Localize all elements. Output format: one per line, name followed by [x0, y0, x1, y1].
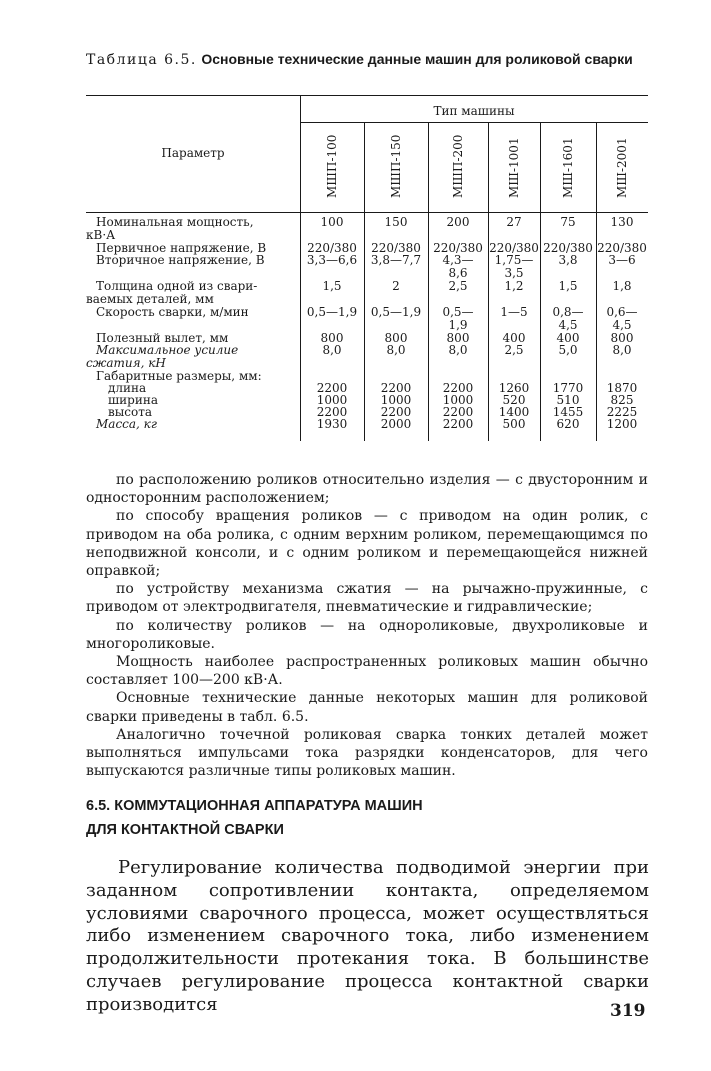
value-cell: 800: [446, 331, 470, 345]
value-cell: 0,6— 4,5: [606, 305, 638, 332]
param-cell: Максимальное усилие сжатия, кН: [86, 343, 239, 370]
machine-name: МШ-2001: [615, 137, 629, 198]
type-header: Тип машины: [433, 104, 515, 118]
section-heading: [86, 794, 646, 842]
value-cell: 1930: [316, 417, 348, 431]
machine-name: МШП-150: [389, 134, 403, 198]
value-cell: 1400: [498, 405, 530, 419]
value-cell: 2: [392, 279, 400, 293]
value-cell: 1000: [380, 393, 412, 407]
machine-name: МШП-100: [325, 134, 339, 198]
value-cell: 5,0: [558, 343, 578, 357]
value-cell: 2225: [606, 405, 638, 419]
table-vline-2: [428, 123, 429, 441]
value-cell: 1000: [316, 393, 348, 407]
value-cell: 400: [502, 331, 526, 345]
value-cell: 2200: [380, 381, 412, 395]
value-cell: 2200: [380, 405, 412, 419]
table-top-rule: [86, 95, 648, 96]
machine-name: МШ-1001: [507, 137, 521, 198]
value-cell: 1260: [498, 381, 530, 395]
value-cell: 27: [506, 215, 522, 229]
large-paragraph: Регулирование количества подводимой энергии при заданном сопротивлении контакта, определяемом условиями сварочного процесса, может осуществляться либо изменением сварочного тока, либо изменением продолжительности протекания тока. В большинстве случаев регулирование процесса контактной сварки производится: [86, 857, 649, 1015]
param-cell: высота: [108, 405, 153, 419]
value-cell: 4,3— 8,6: [442, 253, 474, 280]
table-vline-3: [488, 123, 489, 441]
value-cell: 130: [610, 215, 634, 229]
body-paragraph: Основные технические данные некоторых машин для роликовой сварки приведены в табл. 6.5.: [86, 690, 648, 725]
table-head-bottom-rule: [86, 212, 648, 213]
value-cell: 800: [384, 331, 408, 345]
value-cell: 220/380: [433, 241, 483, 255]
value-cell: 2,5: [448, 279, 468, 293]
value-cell: 3,8—7,7: [370, 253, 422, 267]
value-cell: 220/380: [489, 241, 539, 255]
value-cell: 3,8: [558, 253, 578, 267]
table-caption: [86, 50, 656, 69]
value-cell: 2200: [442, 417, 474, 431]
value-cell: 8,0: [448, 343, 468, 357]
value-cell: 8,0: [322, 343, 342, 357]
value-cell: 2,5: [504, 343, 524, 357]
value-cell: 1870: [606, 381, 638, 395]
value-cell: 620: [556, 417, 580, 431]
value-cell: 510: [556, 393, 580, 407]
table-vline-4: [540, 123, 541, 441]
value-cell: 150: [384, 215, 408, 229]
section-heading-line2: ДЛЯ КОНТАКТНОЙ СВАРКИ: [86, 822, 284, 838]
value-cell: 520: [502, 393, 526, 407]
value-cell: 220/380: [543, 241, 593, 255]
section-heading-line1: 6.5. КОММУТАЦИОННАЯ АППАРАТУРА МАШИН: [86, 798, 423, 814]
value-cell: 3,3—6,6: [306, 253, 358, 267]
value-cell: 1,5: [322, 279, 342, 293]
value-cell: 1,5: [558, 279, 578, 293]
value-cell: 2200: [442, 405, 474, 419]
value-cell: 8,0: [612, 343, 632, 357]
value-cell: 2200: [316, 405, 348, 419]
body-paragraph: по расположению роликов относительно изделия — с двусторонним и односторонним расположением;: [86, 472, 648, 507]
value-cell: 8,0: [386, 343, 406, 357]
value-cell: 0,8— 4,5: [552, 305, 584, 332]
table-vline-5: [596, 123, 597, 441]
value-cell: 500: [502, 417, 526, 431]
param-cell: Масса, кг: [96, 417, 157, 431]
value-cell: 2000: [380, 417, 412, 431]
value-cell: 220/380: [371, 241, 421, 255]
table-caption-lead: Таблица 6.5.: [86, 52, 197, 68]
value-cell: 1,8: [612, 279, 632, 293]
value-cell: 825: [610, 393, 634, 407]
body-paragraph: Мощность наиболее распространенных роликовых машин обычно составляет 100—200 кВ·А.: [86, 654, 648, 689]
table-caption-title: Основные технические данные машин для роликовой сварки: [201, 51, 633, 67]
value-cell: 2200: [316, 381, 348, 395]
param-cell: Толщина одной из свари- ваемых деталей, мм: [86, 279, 258, 306]
param-cell: Первичное напряжение, В: [96, 241, 267, 255]
value-cell: 1,2: [504, 279, 524, 293]
page-number: 319: [610, 1001, 646, 1021]
param-cell: Номинальная мощность, кВ·А: [86, 215, 254, 242]
param-cell: Габаритные размеры, мм:: [96, 369, 262, 383]
value-cell: 0,5— 1,9: [442, 305, 474, 332]
value-cell: 1455: [552, 405, 584, 419]
body-paragraph: по количеству роликов — на однороликовые, двухроликовые и многороликовые.: [86, 617, 648, 652]
value-cell: 400: [556, 331, 580, 345]
machine-name: МШ-1601: [561, 137, 575, 198]
value-cell: 3—6: [608, 253, 636, 267]
body-paragraph: Аналогично точечной роликовая сварка тонких деталей может выполняться импульсами тока разрядки конденсаторов, для чего выпускаются различные типы роликовых машин.: [86, 726, 648, 780]
body-text: [86, 471, 648, 780]
value-cell: 800: [320, 331, 344, 345]
value-cell: 220/380: [597, 241, 647, 255]
value-cell: 1200: [606, 417, 638, 431]
value-cell: 1000: [442, 393, 474, 407]
large-text: [86, 857, 649, 1017]
value-cell: 1,75— 3,5: [494, 253, 534, 280]
body-paragraph: по устройству механизма сжатия — на рычажно-пружинные, с приводом от электродвигателя, пневматические и гидравлические;: [86, 581, 648, 616]
value-cell: 200: [446, 215, 470, 229]
value-cell: 75: [560, 215, 576, 229]
body-paragraph: по способу вращения роликов — с приводом на один ролик, с приводом на оба ролика, с одним верхним роликом, перемещающимся по неподвижной консоли, и с одним роликом и перемещающейся нижней оправкой;: [86, 508, 648, 580]
machine-name: МШП-200: [451, 134, 465, 198]
table-vline-1: [364, 123, 365, 441]
param-cell: Скорость сварки, м/мин: [96, 305, 249, 319]
param-cell: ширина: [108, 393, 158, 407]
value-cell: 1—5: [500, 305, 528, 319]
param-cell: Полезный вылет, мм: [96, 331, 229, 345]
value-cell: 1770: [552, 381, 584, 395]
value-cell: 100: [320, 215, 344, 229]
value-cell: 0,5—1,9: [306, 305, 358, 319]
value-cell: 0,5—1,9: [370, 305, 422, 319]
param-header: Параметр: [161, 146, 225, 160]
param-cell: длина: [108, 381, 147, 395]
value-cell: 800: [610, 331, 634, 345]
param-cell: Вторичное напряжение, В: [96, 253, 265, 267]
value-cell: 220/380: [307, 241, 357, 255]
value-cell: 2200: [442, 381, 474, 395]
